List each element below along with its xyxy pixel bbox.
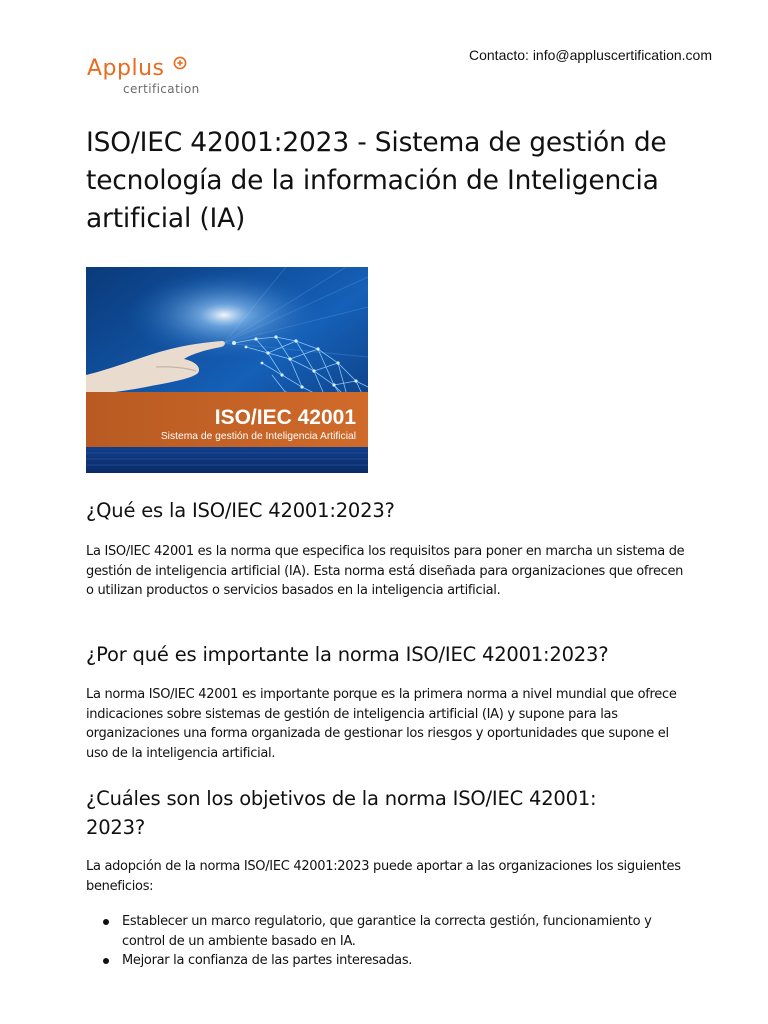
list-item — [86, 912, 686, 951]
list-item-text: Establecer un marco regulatorio, que garantice la correcta gestión, funcionamiento y control de un ambiente basado en IA. — [122, 914, 652, 949]
logo-wordmark: Applus — [87, 56, 165, 81]
hero-heading: ISO/IEC 42001 — [214, 406, 356, 429]
section-body-why-important: La norma ISO/IEC 42001 es importante porque es la primera norma a nivel mundial que ofrece indicaciones sobre sistemas de gestión de inteligencia artificial (IA) y supone para las organizaciones una forma organizada de gestionar los riesgos y oportunidades que supone el uso de la inteligencia artificial. — [86, 687, 677, 761]
section-heading-objectives: ¿Cuáles son los objetivos de la norma ISO/IEC 42001: 2023? — [86, 787, 597, 839]
section-heading-what-is: ¿Qué es la ISO/IEC 42001:2023? — [86, 499, 395, 522]
contact-email[interactable]: Contacto: info@appluscertification.com — [469, 47, 712, 63]
bullet-icon — [103, 919, 109, 925]
hero-subheading: Sistema de gestión de Inteligencia Artificial — [160, 431, 356, 442]
list-item-text: Mejorar la confianza de las partes interesadas. — [122, 953, 413, 968]
section-heading-why-important: ¿Por qué es importante la norma ISO/IEC 42001:2023? — [86, 643, 609, 666]
logo-subtitle: certification — [123, 82, 200, 96]
hero-image — [86, 267, 368, 473]
plus-circle-icon — [173, 56, 187, 70]
page-title: ISO/IEC 42001:2023 - Sistema de gestión de tecnología de la información de Inteligencia artificial (IA) — [86, 127, 667, 234]
applus-logo — [87, 54, 217, 100]
list-item — [86, 951, 686, 971]
bullet-icon — [103, 958, 109, 964]
section-body-objectives: La adopción de la norma ISO/IEC 42001:2023 puede aportar a las organizaciones los siguientes beneficios: — [86, 859, 681, 894]
benefits-list — [86, 912, 686, 971]
section-body-what-is: La ISO/IEC 42001 es la norma que especifica los requisitos para poner en marcha un sistema de gestión de inteligencia artificial (IA). Esta norma está diseñada para organizaciones que ofrecen o utilizan productos o servicios basados en la inteligencia artificial. — [86, 544, 685, 598]
ai-hand-illustration — [86, 267, 368, 473]
